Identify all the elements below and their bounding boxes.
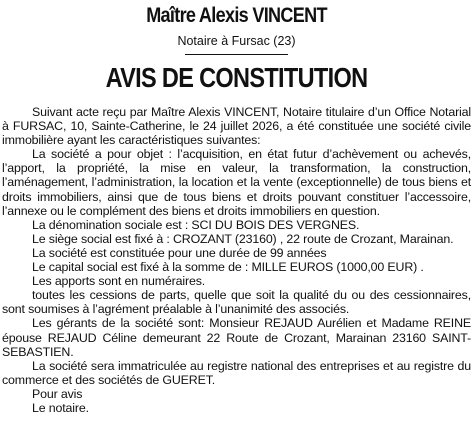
paragraph-contributions: Les apports sont en numéraires. bbox=[32, 274, 206, 289]
divider bbox=[185, 54, 288, 55]
notary-name: Maître Alexis VINCENT bbox=[146, 4, 327, 27]
paragraph-duration: La société est constituée pour une durée de 99 années bbox=[32, 245, 327, 260]
paragraph-name: La dénomination sociale est : SCI DU BOIS DES VERGNES. bbox=[32, 217, 360, 232]
paragraph-purpose: La société a pour objet : l’acquisition, en état futur d’achèvement ou achevés, l’apport, la propriété, la mise en valeur, la transformation, la construction, l’aménagement, l’administration, la location et la vente (exceptionnelle) de tous biens et droits immobiliers, ainsi que de tous biens et droits pouvant constituer l’accessoire, l’annexe ou le complément des biens et droits immobiliers en question. bbox=[2, 147, 471, 218]
paragraph-seat: Le siège social est fixé à : CROZANT (23160) , 22 route de Crozant, Marainan. bbox=[32, 231, 454, 246]
legal-notice bbox=[0, 4, 473, 433]
paragraph-managers: Les gérants de la société sont: Monsieur REJAUD Aurélien et Madame REINE épouse REJAUD Céline demeurant 22 Route de Crozant, Marainan 23160 SAINT-SEBASTIEN. bbox=[2, 316, 471, 359]
paragraph-registration: La société sera immatriculée au registre national des entreprises et au registre du commerce et des sociétés de GUERET. bbox=[2, 358, 471, 387]
paragraph-transfers: toutes les cessions de parts, quelle que soit la qualité du ou des cessionnaires, sont soumises à l’agrément préalable à l’unanimité des associés. bbox=[2, 288, 471, 317]
notary-office: Notaire à Fursac (23) bbox=[177, 34, 296, 48]
notice-body bbox=[2, 105, 471, 415]
paragraph-intro: Suivant acte reçu par Maître Alexis VINCENT, Notaire titulaire d’un Office Notarial à FURSAC, 10, Sainte-Catherine, le 24 juillet 2026, a été constituée une société civile immobilière ayant les caractéristiques suivantes: bbox=[2, 105, 471, 148]
paragraph-capital: Le capital social est fixé à la somme de : MILLE EUROS (1000,00 EUR) . bbox=[32, 260, 424, 275]
notice-title: AVIS DE CONSTITUTION bbox=[105, 62, 368, 93]
paragraph-signature: Le notaire. bbox=[32, 400, 89, 415]
paragraph-closing: Pour avis bbox=[32, 386, 83, 401]
